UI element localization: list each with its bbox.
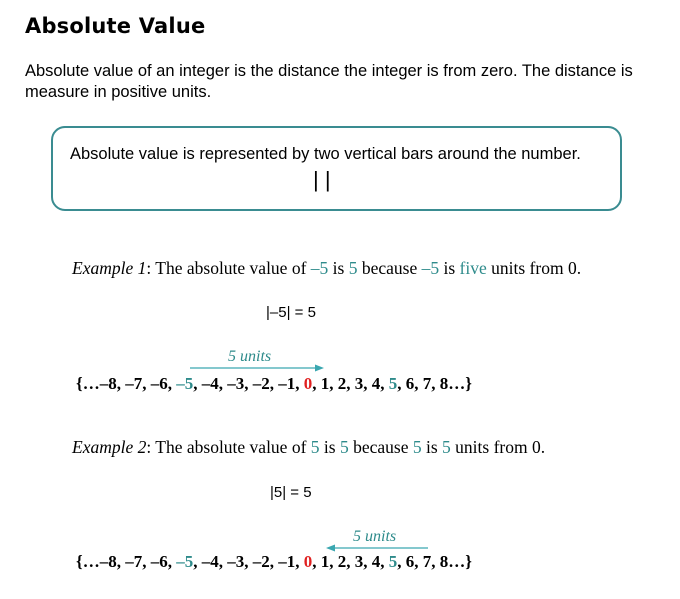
page-title: Absolute Value	[25, 14, 206, 38]
sequence-number: –8	[99, 552, 117, 571]
sequence-number: –2	[252, 552, 270, 571]
sequence-number: –1	[278, 552, 296, 571]
example-1-text: units from 0.	[486, 258, 582, 278]
sequence-open: {…	[76, 552, 100, 571]
sequence-close: }	[465, 374, 472, 393]
sequence-number: –5	[176, 374, 194, 393]
sequence-number: –8	[99, 374, 117, 393]
sequence-number: 3	[354, 552, 364, 571]
example-1-text: : The absolute value of	[146, 258, 311, 278]
sequence-items: –8, –7, –6, –5, –4, –3, –2, –1, 0, 1, 2, 3, 4, 5, 6, 7, 8…	[99, 552, 466, 571]
sequence-number: 3	[354, 374, 364, 393]
sequence-number: 2	[337, 374, 347, 393]
sequence-number: 7	[422, 374, 432, 393]
sequence-number: 5	[388, 374, 398, 393]
left-arrow	[326, 545, 428, 552]
sequence-number: –5	[176, 552, 194, 571]
notation-text: Absolute value is represented by two vertical bars around the number.	[70, 145, 581, 163]
intro-paragraph: Absolute value of an integer is the distance the integer is from zero. The distance is measure in positive units.	[25, 62, 633, 101]
sequence-close: }	[465, 552, 472, 571]
example-2-units-label: 5 units	[353, 528, 397, 545]
sequence-number: 6	[405, 552, 415, 571]
sequence-number: 1	[320, 552, 330, 571]
example-1-value: five	[459, 258, 487, 278]
sequence-number: –4	[201, 374, 219, 393]
sequence-number: –6	[150, 552, 168, 571]
example-1-text: is	[439, 258, 460, 278]
sequence-number: 4	[371, 552, 381, 571]
example-1-text: is	[328, 258, 349, 278]
sequence-number: –1	[278, 374, 296, 393]
sequence-number: –3	[227, 374, 245, 393]
example-2-text: units from 0.	[450, 437, 546, 457]
example-2-text: : The absolute value of	[146, 437, 311, 457]
sequence-open: {…	[76, 374, 100, 393]
example-1-equation: |–5| = 5	[266, 304, 316, 321]
example-2-equation: |5| = 5	[270, 484, 312, 501]
sequence-number: 8…	[439, 552, 466, 571]
vertical-bars: | |	[313, 167, 331, 192]
example-2-value: 5	[310, 437, 320, 457]
example-2-text: is	[421, 437, 443, 457]
sequence-number: –6	[150, 374, 168, 393]
example-1-value: 5	[348, 258, 358, 278]
sequence-number: 0	[303, 552, 313, 571]
sequence-number: 8…	[439, 374, 466, 393]
example-2-value: 5	[442, 437, 451, 457]
sequence-number: 2	[337, 552, 347, 571]
example-1-label: Example 1	[72, 258, 147, 278]
example-2-text: is	[319, 437, 340, 457]
sequence-number: –3	[227, 552, 245, 571]
right-arrow	[190, 365, 324, 372]
example-1-text: because	[357, 258, 422, 278]
sequence-number: 5	[388, 552, 398, 571]
example-1-value: –5	[421, 258, 440, 278]
sequence-number: 0	[303, 374, 313, 393]
sequence-number: –7	[125, 374, 143, 393]
sequence-number: 4	[371, 374, 381, 393]
example-2-value: 5	[339, 437, 349, 457]
example-1-units-label: 5 units	[228, 348, 272, 365]
sequence-number: –4	[201, 552, 219, 571]
sequence-number: –2	[252, 374, 270, 393]
example-2-label: Example 2	[72, 437, 147, 457]
sequence-items: –8, –7, –6, –5, –4, –3, –2, –1, 0, 1, 2, 3, 4, 5, 6, 7, 8…	[99, 374, 466, 393]
example-2-text: because	[348, 437, 413, 457]
sequence-number: –7	[125, 552, 143, 571]
example-1-value: –5	[310, 258, 329, 278]
sequence-number: 7	[422, 552, 432, 571]
sequence-number: 6	[405, 374, 415, 393]
example-2-value: 5	[412, 437, 422, 457]
sequence-number: 1	[320, 374, 330, 393]
